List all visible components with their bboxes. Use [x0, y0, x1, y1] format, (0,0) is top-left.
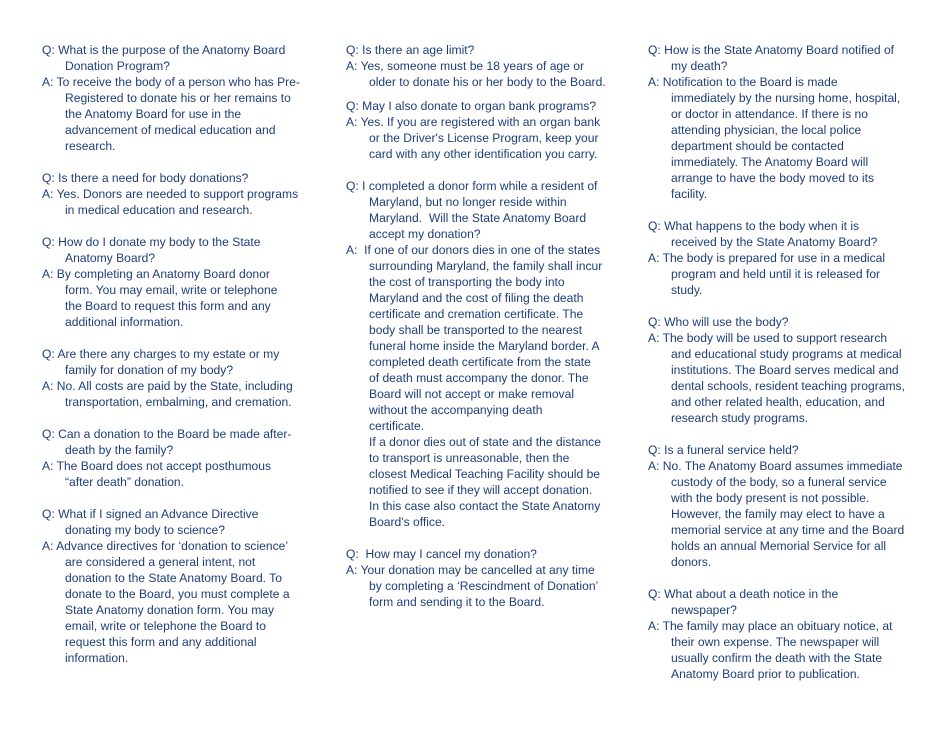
faq-answer-line: State Anatomy donation form. You may	[65, 603, 275, 617]
faq-answer-line: notified to see if they will accept donation.	[369, 483, 593, 497]
faq-question-line: Q: Is there a need for body donations?	[42, 171, 249, 185]
faq-item	[648, 314, 912, 426]
faq-answer-line: form and sending it to the Board.	[369, 595, 545, 609]
faq-question-line: Q: Can a donation to the Board be made after-	[42, 427, 292, 441]
faq-answer-line: A: Yes, someone must be 18 years of age or	[346, 59, 584, 73]
faq-column-left	[42, 42, 310, 666]
faq-answer-line: A: If one of our donors dies in one of the states	[346, 243, 601, 257]
faq-question-line: accept my donation?	[369, 227, 481, 241]
faq-answer-line: program and held until it is released for	[671, 267, 881, 281]
faq-answer-line: completed death certificate from the state	[369, 355, 591, 369]
faq-answer-line: information.	[65, 651, 129, 665]
faq-answer-line: usually confirm the death with the State	[671, 651, 883, 665]
faq-answer-line: custody of the body, so a funeral service	[671, 475, 887, 489]
faq-answer-line: A: Yes. Donors are needed to support programs	[42, 187, 299, 201]
faq-item	[346, 178, 612, 530]
faq-answer-line: without the accompanying death	[369, 403, 543, 417]
faq-answer-line: Board's office.	[369, 515, 446, 529]
faq-answer-line: immediately. The Anatomy Board will	[671, 155, 869, 169]
faq-question-line: Q: How may I cancel my donation?	[346, 547, 537, 561]
faq-item	[346, 98, 612, 162]
faq-answer-line: A: By completing an Anatomy Board donor	[42, 267, 270, 281]
faq-question-line: Q: May I also donate to organ bank programs?	[346, 99, 597, 113]
faq-question-line: Maryland, but no longer reside within	[369, 195, 567, 209]
faq-answer-line: their own expense. The newspaper will	[671, 635, 880, 649]
faq-answer-line: request this form and any additional	[65, 635, 257, 649]
faq-answer-line: to transport is unreasonable, then the	[369, 451, 570, 465]
faq-item	[648, 442, 912, 570]
faq-answer-line: research study programs.	[671, 411, 809, 425]
faq-answer-line: institutions. The Board serves medical and	[671, 363, 899, 377]
faq-answer-line: of death must accompany the donor. The	[369, 371, 589, 385]
faq-answer-line: If a donor dies out of state and the distance	[369, 435, 601, 449]
faq-answer-line: closest Medical Teaching Facility should be	[369, 467, 601, 481]
faq-answer-line: A: To receive the body of a person who has Pre-	[42, 75, 300, 89]
faq-item	[648, 586, 912, 682]
faq-answer-line: A: The body will be used to support research	[648, 331, 888, 345]
faq-item	[42, 506, 310, 666]
faq-answer-line: and educational study programs at medical	[671, 347, 902, 361]
faq-question-line: Q: I completed a donor form while a resident of	[346, 179, 598, 193]
faq-answer-line: or the Driver's License Program, keep your	[369, 131, 599, 145]
faq-answer-line: with the body present is not possible.	[671, 491, 870, 505]
faq-answer-line: Registered to donate his or her remains to	[65, 91, 291, 105]
faq-answer-line: and other related health, education, and	[671, 395, 885, 409]
faq-answer-line: certificate and cremation certificate. The	[369, 307, 584, 321]
faq-answer-line: immediately by the nursing home, hospital,	[671, 91, 901, 105]
faq-answer-line: advancement of medical education and	[65, 123, 276, 137]
faq-answer-line: A: No. All costs are paid by the State, including	[42, 379, 293, 393]
faq-item	[42, 42, 310, 154]
faq-answer-line: or doctor in attendance. If there is no	[671, 107, 868, 121]
faq-answer-line: funeral home inside the Maryland border. A	[369, 339, 600, 353]
faq-item	[346, 546, 612, 610]
faq-item	[42, 234, 310, 330]
faq-answer-line: holds an annual Memorial Service for all	[671, 539, 887, 553]
faq-answer-line: dental schools, resident teaching programs,	[671, 379, 905, 393]
faq-answer-line: attending physician, the local police	[671, 123, 862, 137]
faq-answer-line: donate to the Board, you must complete a	[65, 587, 290, 601]
faq-item	[42, 346, 310, 410]
faq-question-line: donating my body to science?	[65, 523, 226, 537]
faq-question-line: Q: What is the purpose of the Anatomy Board	[42, 43, 286, 57]
faq-answer-line: A: The body is prepared for use in a medical	[648, 251, 886, 265]
faq-answer-line: arrange to have the body moved to its	[671, 171, 875, 185]
faq-answer-line: memorial service at any time and the Board	[671, 523, 905, 537]
faq-question-line: Q: Who will use the body?	[648, 315, 789, 329]
faq-answer-line: “after death” donation.	[65, 475, 185, 489]
faq-answer-line: department should be contacted	[671, 139, 844, 153]
faq-answer-line: research.	[65, 139, 116, 153]
faq-question-line: newspaper?	[671, 603, 737, 617]
faq-answer-line: form. You may email, write or telephone	[65, 283, 278, 297]
faq-column-middle	[346, 42, 612, 610]
faq-question-line: Q: What about a death notice in the	[648, 587, 839, 601]
faq-answer-line: A: Advance directives for ‘donation to science’	[42, 539, 289, 553]
faq-question-line: Q: What if I signed an Advance Directive	[42, 507, 259, 521]
faq-question-line: my death?	[671, 59, 728, 73]
faq-answer-line: Maryland and the cost of filing the death	[369, 291, 584, 305]
faq-answer-line: A: Your donation may be cancelled at any time	[346, 563, 595, 577]
faq-answer-line: are considered a general intent, not	[65, 555, 256, 569]
faq-column-right	[648, 42, 912, 682]
faq-answer-line: Board will not accept or make removal	[369, 387, 575, 401]
faq-answer-line: facility.	[671, 187, 708, 201]
faq-answer-line: donors.	[671, 555, 712, 569]
faq-answer-line: study.	[671, 283, 703, 297]
faq-question-line: Q: Are there any charges to my estate or my	[42, 347, 280, 361]
faq-answer-line: donation to the State Anatomy Board. To	[65, 571, 282, 585]
faq-answer-line: in medical education and research.	[65, 203, 253, 217]
faq-answer-line: Anatomy Board prior to publication.	[671, 667, 860, 681]
faq-answer-line: the Board to request this form and any	[65, 299, 271, 313]
faq-question-line: Donation Program?	[65, 59, 170, 73]
faq-item	[648, 42, 912, 202]
faq-answer-line: body shall be transported to the nearest	[369, 323, 583, 337]
faq-answer-line: However, the family may elect to have a	[671, 507, 885, 521]
faq-answer-line: the cost of transporting the body into	[369, 275, 565, 289]
faq-answer-line: A: The family may place an obituary notice, at	[648, 619, 893, 633]
faq-question-line: family for donation of my body?	[65, 363, 234, 377]
faq-item	[42, 426, 310, 490]
faq-question-line: Q: Is a funeral service held?	[648, 443, 799, 457]
faq-answer-line: older to donate his or her body to the Board.	[369, 75, 606, 89]
faq-item	[42, 170, 310, 218]
faq-question-line: received by the State Anatomy Board?	[671, 235, 878, 249]
faq-answer-line: email, write or telephone the Board to	[65, 619, 267, 633]
faq-answer-line: In this case also contact the State Anatomy	[369, 499, 601, 513]
faq-answer-line: by completing a ‘Rescindment of Donation’	[369, 579, 599, 593]
faq-question-line: Q: How do I donate my body to the State	[42, 235, 261, 249]
faq-item	[648, 218, 912, 298]
faq-answer-line: A: Yes. If you are registered with an organ bank	[346, 115, 601, 129]
faq-answer-line: A: The Board does not accept posthumous	[42, 459, 272, 473]
faq-question-line: death by the family?	[65, 443, 174, 457]
faq-answer-line: A: Notification to the Board is made	[648, 75, 838, 89]
faq-question-line: Maryland. Will the State Anatomy Board	[369, 211, 587, 225]
faq-answer-line: the Anatomy Board for use in the	[65, 107, 242, 121]
faq-item	[346, 42, 612, 90]
faq-question-line: Q: Is there an age limit?	[346, 43, 475, 57]
faq-answer-line: transportation, embalming, and cremation.	[65, 395, 292, 409]
faq-answer-line: A: No. The Anatomy Board assumes immediate	[648, 459, 903, 473]
faq-question-line: Q: How is the State Anatomy Board notified of	[648, 43, 895, 57]
faq-answer-line: surrounding Maryland, the family shall incur	[369, 259, 603, 273]
faq-answer-line: card with any other identification you carry.	[369, 147, 598, 161]
faq-question-line: Q: What happens to the body when it is	[648, 219, 860, 233]
faq-question-line: Anatomy Board?	[65, 251, 156, 265]
faq-answer-line: certificate.	[369, 419, 425, 433]
faq-answer-line: additional information.	[65, 315, 184, 329]
